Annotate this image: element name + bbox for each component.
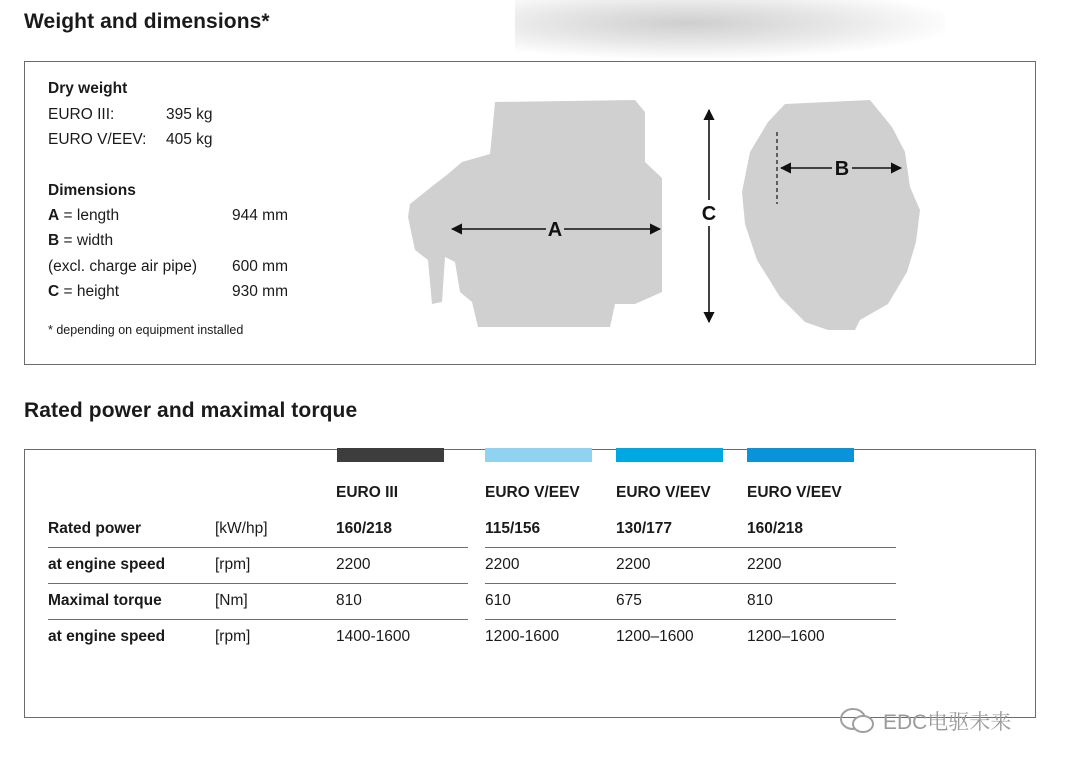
row-label: Rated power: [48, 520, 142, 537]
row-label: Maximal torque: [48, 592, 162, 609]
dry-weight-value-1: 395 kg: [166, 106, 213, 123]
column-header: EURO III: [336, 484, 399, 501]
row-divider: [48, 619, 468, 620]
wechat-icon: [838, 706, 878, 736]
row-divider: [485, 619, 896, 620]
dim-height-value: 930 mm: [232, 283, 288, 300]
dim-height-desc: = height: [63, 283, 120, 300]
dim-length-key: A: [48, 207, 60, 224]
table-cell: 1400-1600: [336, 628, 411, 645]
row-unit: [kW/hp]: [215, 520, 268, 537]
dim-width-label: [48, 232, 113, 250]
table-cell: 2200: [747, 556, 782, 573]
dim-length-desc: = length: [63, 207, 120, 224]
table-cell: 810: [336, 592, 362, 609]
table-cell: 115/156: [485, 520, 541, 537]
row-unit: [rpm]: [215, 628, 251, 645]
dim-width-key: B: [48, 232, 60, 249]
table-cell: 130/177: [616, 520, 673, 537]
label-a: A: [547, 219, 563, 241]
dimensions-heading: Dimensions: [48, 182, 136, 199]
section-title-power: Rated power and maximal torque: [24, 399, 358, 422]
label-c: C: [701, 203, 717, 225]
column-header: EURO V/EEV: [747, 484, 842, 501]
row-divider: [485, 547, 896, 548]
table-cell: 2200: [616, 556, 651, 573]
dry-weight-heading: Dry weight: [48, 80, 128, 97]
table-cell: 160/218: [336, 520, 393, 537]
table-cell: 810: [747, 592, 773, 609]
row-divider: [48, 547, 468, 548]
label-b: B: [834, 158, 850, 180]
table-cell: 610: [485, 592, 511, 609]
column-header: EURO V/EEV: [616, 484, 711, 501]
dry-weight-label-1: EURO III:: [48, 106, 115, 123]
table-cell: 1200–1600: [747, 628, 825, 645]
column-header: EURO V/EEV: [485, 484, 580, 501]
dim-width-desc: = width: [63, 232, 114, 249]
engine-side-silhouette: [408, 100, 662, 327]
row-label: at engine speed: [48, 556, 166, 573]
column-bar-4: [747, 448, 854, 462]
column-bar-3: [616, 448, 723, 462]
dim-length-label: [48, 207, 119, 225]
header-engine-photo: [515, 0, 945, 58]
row-unit: [rpm]: [215, 556, 251, 573]
dim-length-value: 944 mm: [232, 207, 288, 224]
table-cell: 2200: [336, 556, 371, 573]
table-cell: 675: [616, 592, 642, 609]
row-label: at engine speed: [48, 628, 166, 645]
engine-dimension-diagram: [400, 92, 930, 337]
table-cell: 1200-1600: [485, 628, 560, 645]
section-title-weight: Weight and dimensions*: [24, 10, 270, 33]
dim-height-key: C: [48, 283, 60, 300]
row-divider: [485, 583, 896, 584]
dry-weight-label-2: EURO V/EEV:: [48, 131, 147, 148]
watermark-text: EDC电驱未来: [883, 711, 1012, 734]
dim-width-value: 600 mm: [232, 258, 288, 275]
row-divider: [48, 583, 468, 584]
column-bar-1: [337, 448, 444, 462]
dim-width-note: (excl. charge air pipe): [48, 258, 198, 275]
footnote: * depending on equipment installed: [48, 323, 244, 337]
dry-weight-value-2: 405 kg: [166, 131, 213, 148]
column-bar-2: [485, 448, 592, 462]
table-cell: 2200: [485, 556, 520, 573]
table-cell: 1200–1600: [616, 628, 694, 645]
row-unit: [Nm]: [215, 592, 248, 609]
table-cell: 160/218: [747, 520, 804, 537]
engine-front-silhouette: [742, 100, 920, 330]
dim-height-label: [48, 283, 119, 301]
